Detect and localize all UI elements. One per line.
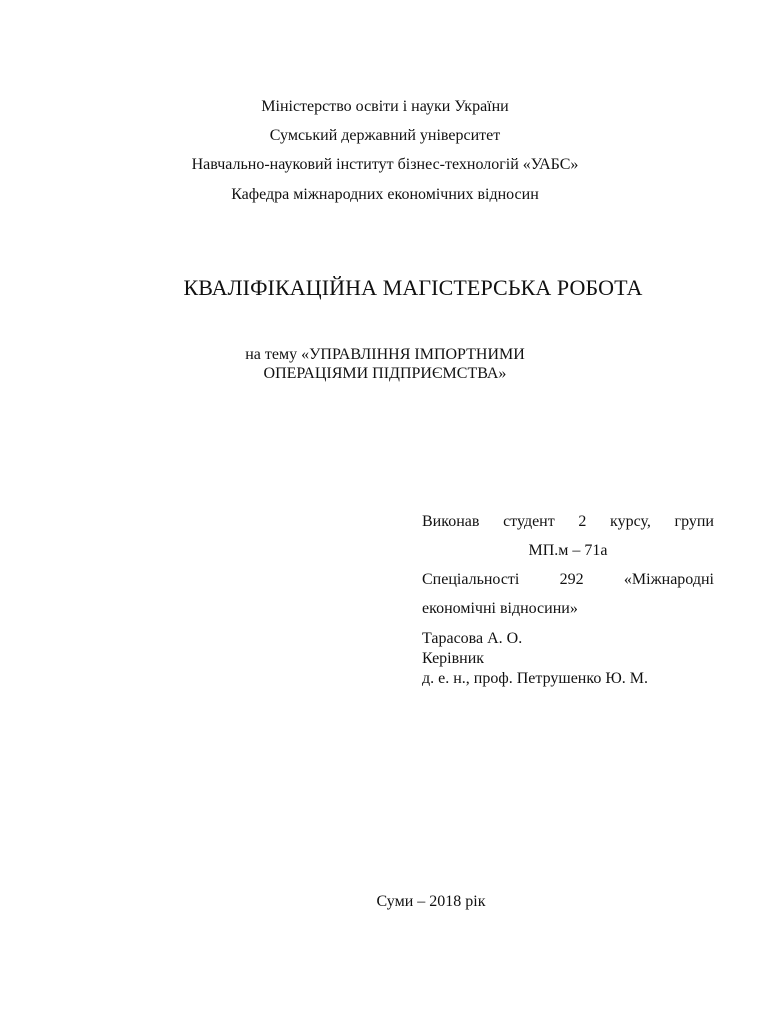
city-year: Суми – 2018 рік <box>376 893 486 910</box>
specialty-line <box>422 570 714 590</box>
topic-line-1: на тему «УПРАВЛІННЯ ІМПОРТНИМИ <box>245 346 525 363</box>
performed-word: Виконав <box>422 513 480 530</box>
university-line: Сумський державний університет <box>269 127 501 144</box>
specialty-block <box>422 570 714 590</box>
performed-line <box>422 512 714 532</box>
performed-word: студент <box>503 513 555 530</box>
department-line: Кафедра міжнародних економічних відносин <box>231 186 539 203</box>
ministry-line: Міністерство освіти і науки України <box>261 98 509 115</box>
group-line: МП.м – 71а <box>528 542 608 559</box>
group-block <box>422 541 714 561</box>
author-block <box>422 512 714 532</box>
specialty-word: 292 <box>559 571 584 588</box>
specialty-word: «Міжнародні <box>623 571 714 588</box>
document-title: КВАЛІФІКАЦІЙНА МАГІСТЕРСЬКА РОБОТА <box>183 275 643 300</box>
performed-word: 2 <box>578 513 587 530</box>
topic-line-2: ОПЕРАЦІЯМИ ПІДПРИЄМСТВА» <box>263 365 507 382</box>
names-block <box>422 629 714 689</box>
supervisor-name: д. е. н., проф. Петрушенко Ю. М. <box>422 670 648 687</box>
specialty-continuation: економічні відносини» <box>422 600 578 617</box>
specialty-cont-block <box>422 599 714 619</box>
specialty-word: Спеціальності <box>422 571 520 588</box>
performed-word: курсу, <box>610 513 651 530</box>
institute-line: Навчально-науковий інститут бізнес-технологій «УАБС» <box>191 156 579 173</box>
student-name: Тарасова А. О. <box>422 630 523 647</box>
performed-word: групи <box>674 513 714 530</box>
supervisor-label: Керівник <box>422 650 485 667</box>
